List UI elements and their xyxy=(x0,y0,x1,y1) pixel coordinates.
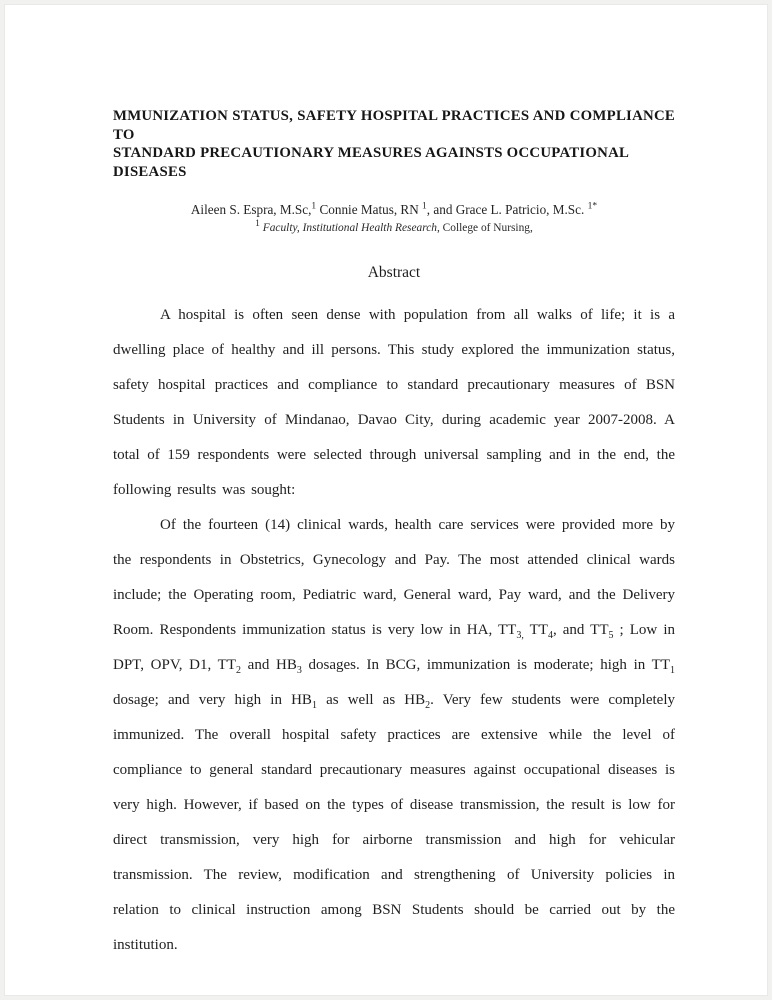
abstract-paragraph: A hospital is often seen dense with population from all walks of life; it is a dwelling place of healthy and ill persons. This study explored the immunization status, safety hospital practices and compliance to standard precautionary measures of BSN Students in University of Mindanao, Davao City, during academic year 2007-2008. A total of 159 respondents were selected through universal sampling and in the end, the following results was sought: xyxy=(113,307,675,498)
document-page xyxy=(4,4,768,996)
abstract-paragraph: Of the fourteen (14) clinical wards, health care services were provided more by the respondents in Obstetrics, Gynecology and Pay. The most attended clinical wards include; the Operating room, Pediatric ward, General ward, Pay ward, and the Delivery Room. Respondents immunization status is very low in HA, $TT_{3,}$ $TT_4$, and $TT_5$ ; Low in DPT, OPV, D1, $TT_2$ and $HB_3$ dosages. In BCG, immunization is moderate; high in $TT_1$ dosage; and very high in $HB_1$ as well as $HB_2$. Very few students were completely immunized. The overall hospital safety practices are extensive while the level of compliance to general standard precautionary measures against occupational diseases is very high. However, if based on the types of disease transmission, the result is low for direct transmission, very high for airborne transmission and high for vehicular transmission. The review, modification and strengthening of University policies in relation to clinical instruction among BSN Students should be carried out by the institution. xyxy=(113,517,676,953)
page-content xyxy=(5,5,767,995)
paper-title xyxy=(113,107,675,181)
abstract-heading: Abstract xyxy=(367,264,421,281)
paper-title-line-1: MMUNIZATION STATUS, SAFETY HOSPITAL PRACTICES AND COMPLIANCE TO xyxy=(113,108,675,143)
authors-line: Aileen S. Espra, M.Sc,$^1$ Connie Matus, RN $^1$, and Grace L. Patricio, M.Sc. $^{1*}$ xyxy=(190,201,598,217)
paper-title-line-2: STANDARD PRECAUTIONARY MEASURES AGAINSTS OCCUPATIONAL DISEASES xyxy=(113,145,629,180)
abstract-body xyxy=(113,298,675,963)
affiliation-line: $^1$ Faculty, Institutional Health Research, College of Nursing, xyxy=(255,219,533,234)
